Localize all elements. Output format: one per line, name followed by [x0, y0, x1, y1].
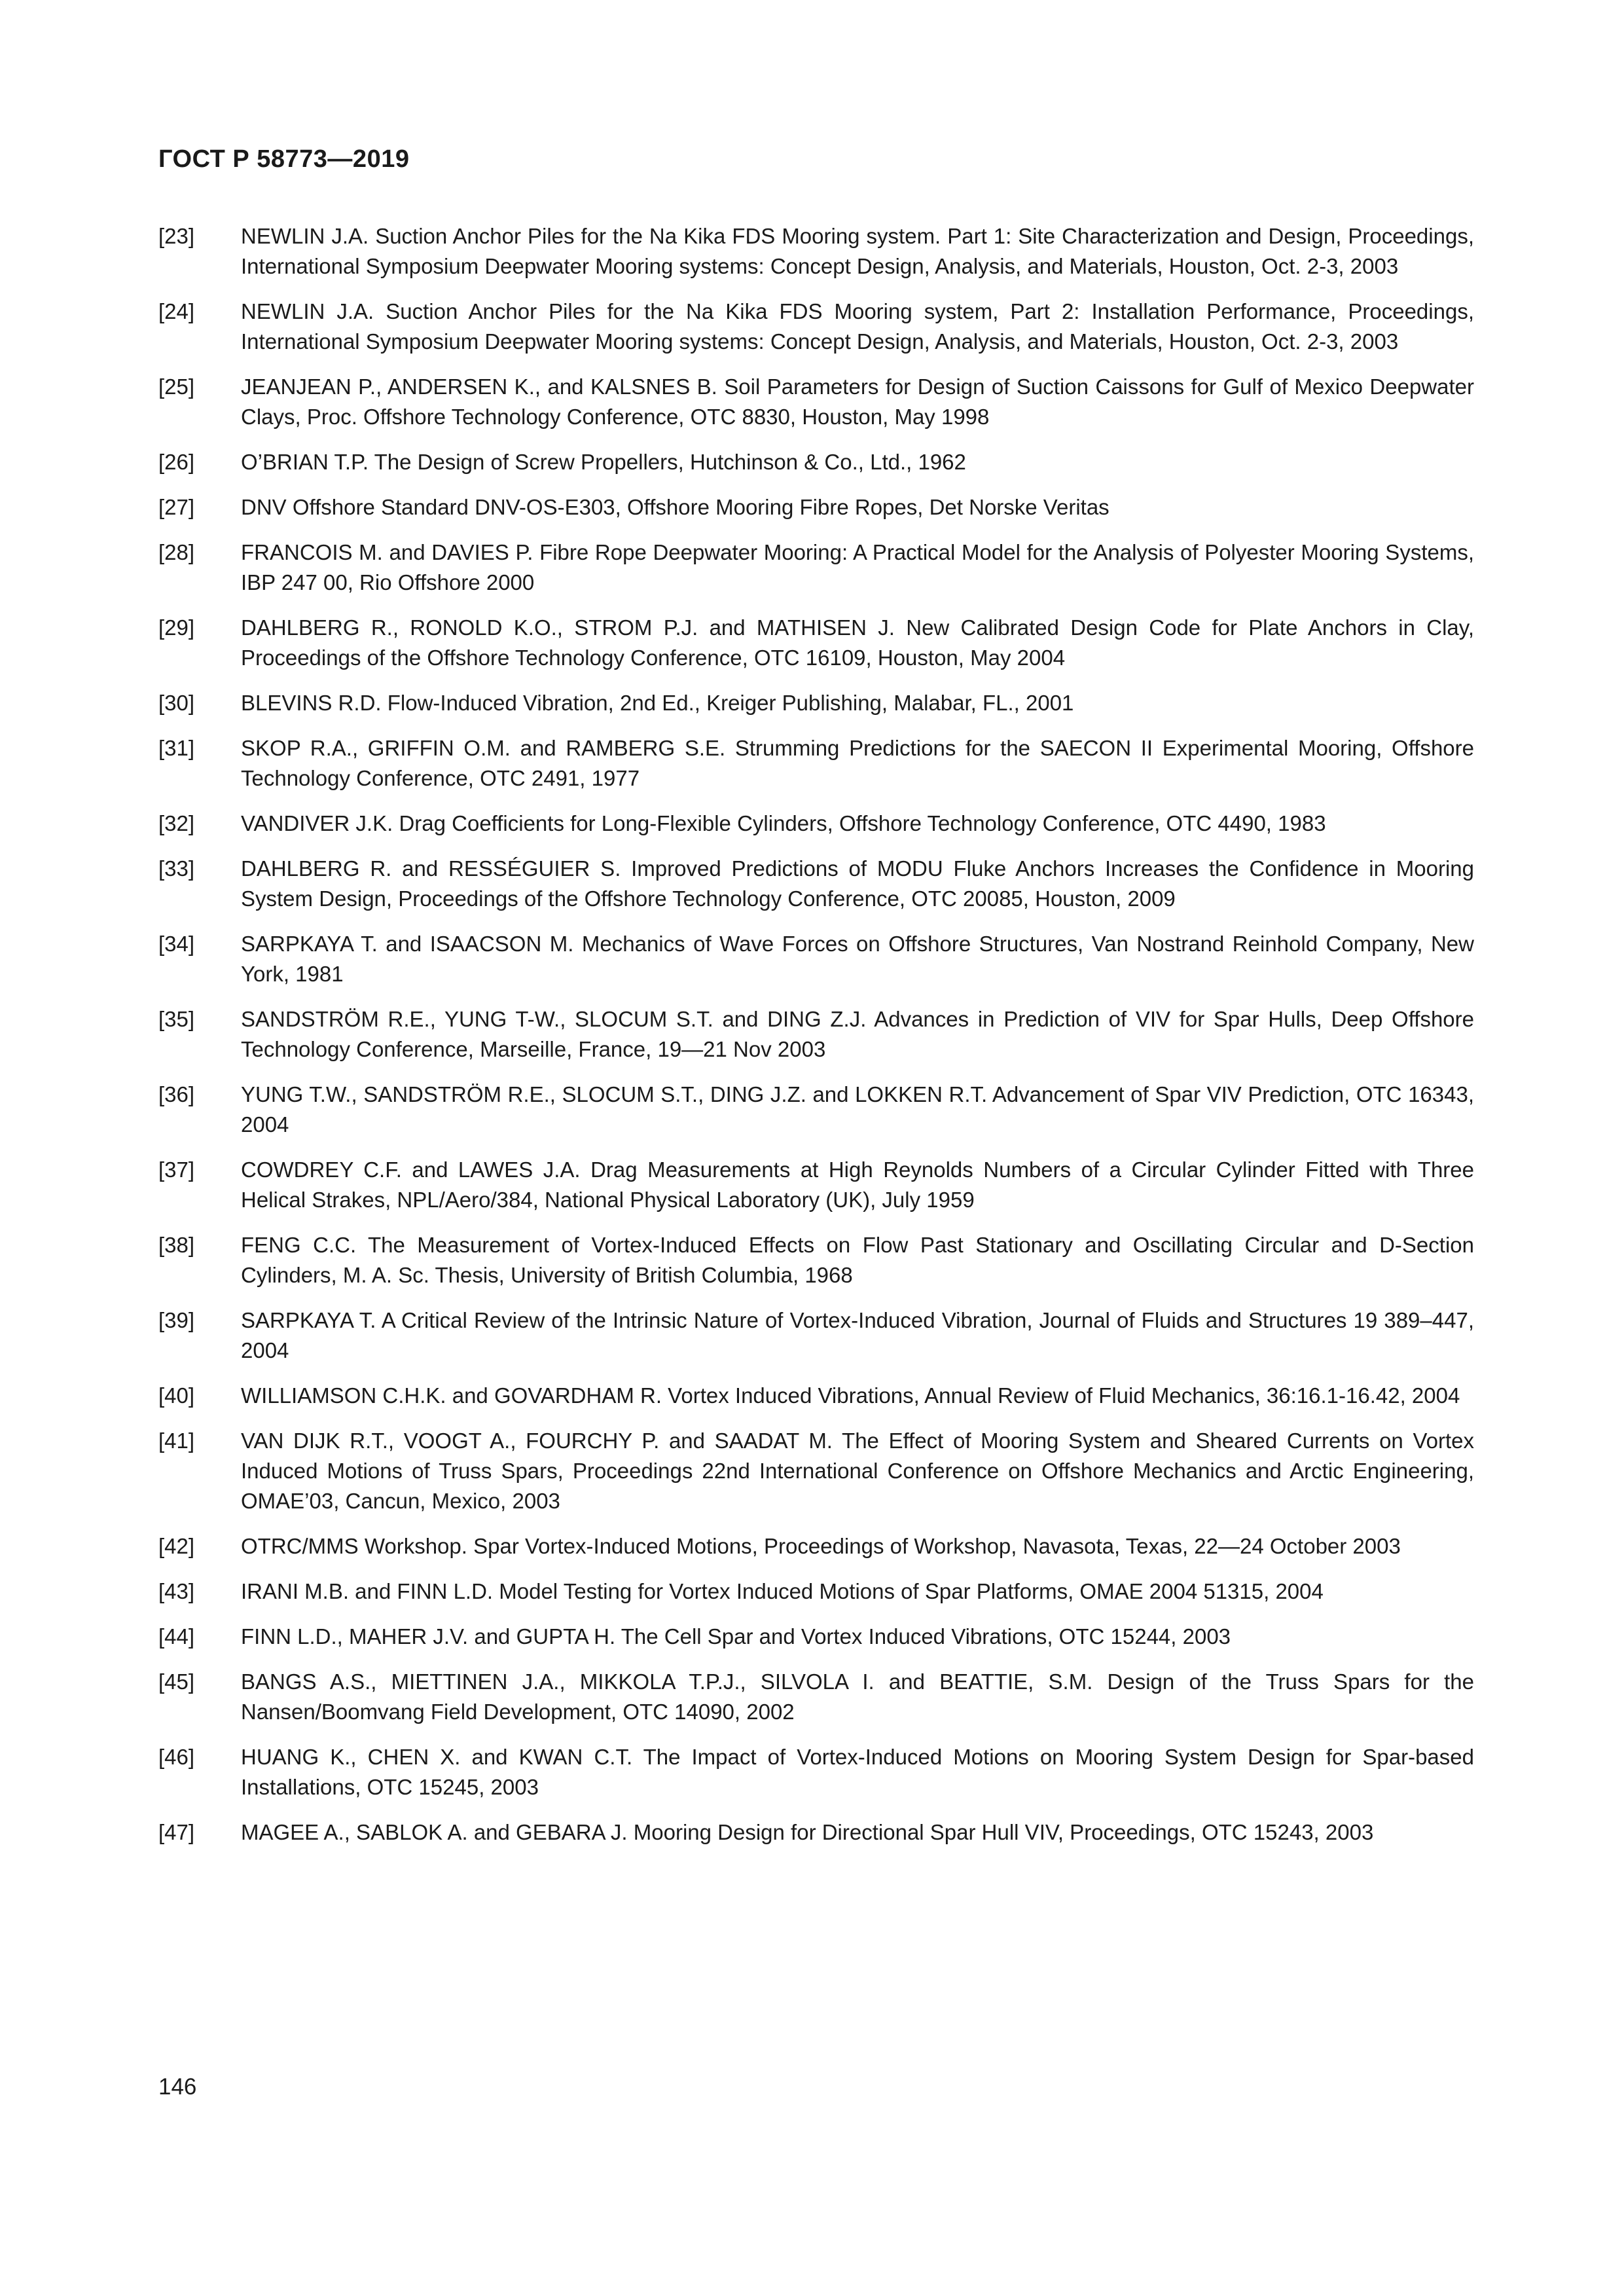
reference-item	[158, 809, 1474, 839]
reference-number: [43]	[158, 1579, 195, 1603]
reference-text: WILLIAMSON C.H.K. and GOVARDHAM R. Vortex Induced Vibrations, Annual Review of Fluid Mechanics, 36:16.1-16.42, 2004	[241, 1383, 1460, 1408]
reference-item	[158, 538, 1474, 598]
reference-text: MAGEE A., SABLOK A. and GEBARA J. Mooring Design for Directional Spar Hull VIV, Proceedings, OTC 15243, 2003	[241, 1820, 1374, 1844]
reference-item	[158, 1230, 1474, 1290]
reference-item	[158, 688, 1474, 718]
reference-text: DAHLBERG R., RONOLD K.O., STROM P.J. and MATHISEN J. New Calibrated Design Code for Plate Anchors in Clay, Proceedings of the Offshore Technology Conference, OTC 16109, Houston, May 2004	[241, 615, 1474, 670]
reference-item	[158, 492, 1474, 522]
reference-text: DNV Offshore Standard DNV-OS-E303, Offshore Mooring Fibre Ropes, Det Norske Veritas	[241, 495, 1110, 519]
reference-text: SARPKAYA T. and ISAACSON M. Mechanics of Wave Forces on Offshore Structures, Van Nostrand Reinhold Company, New York, 1981	[241, 932, 1474, 986]
reference-item	[158, 733, 1474, 793]
reference-number: [30]	[158, 691, 195, 715]
reference-text: VANDIVER J.K. Drag Coefficients for Long-Flexible Cylinders, Offshore Technology Conference, OTC 4490, 1983	[241, 811, 1326, 835]
reference-item	[158, 221, 1474, 282]
reference-item	[158, 372, 1474, 432]
reference-item	[158, 613, 1474, 673]
reference-item	[158, 447, 1474, 477]
reference-number: [42]	[158, 1534, 195, 1558]
reference-number: [23]	[158, 224, 195, 248]
reference-item	[158, 297, 1474, 357]
reference-item	[158, 1381, 1474, 1411]
reference-text: SKOP R.A., GRIFFIN O.M. and RAMBERG S.E. Strumming Predictions for the SAECON II Experimental Mooring, Offshore Technology Conference, OTC 2491, 1977	[241, 736, 1474, 790]
reference-number: [24]	[158, 299, 195, 323]
reference-number: [35]	[158, 1007, 195, 1031]
reference-item	[158, 1817, 1474, 1848]
reference-text: SARPKAYA T. A Critical Review of the Intrinsic Nature of Vortex-Induced Vibration, Journal of Fluids and Structures 19 389–447, 2004	[241, 1308, 1474, 1362]
reference-item	[158, 1004, 1474, 1065]
reference-number: [31]	[158, 736, 195, 760]
reference-number: [44]	[158, 1624, 195, 1649]
reference-text: YUNG T.W., SANDSTRÖM R.E., SLOCUM S.T., DING J.Z. and LOKKEN R.T. Advancement of Spar VIV Prediction, OTC 16343, 2004	[241, 1082, 1474, 1137]
reference-item	[158, 1426, 1474, 1516]
reference-text: FENG C.C. The Measurement of Vortex-Induced Effects on Flow Past Stationary and Oscillating Circular and D-Section Cylinders, M. A. Sc. Thesis, University of British Columbia, 1968	[241, 1233, 1474, 1287]
reference-text: OTRC/MMS Workshop. Spar Vortex-Induced Motions, Proceedings of Workshop, Navasota, Texas, 22—24 October 2003	[241, 1534, 1401, 1558]
reference-text: BLEVINS R.D. Flow-Induced Vibration, 2nd Ed., Kreiger Publishing, Malabar, FL., 2001	[241, 691, 1074, 715]
reference-number: [37]	[158, 1157, 195, 1182]
reference-number: [36]	[158, 1082, 195, 1106]
reference-text: COWDREY C.F. and LAWES J.A. Drag Measurements at High Reynolds Numbers of a Circular Cylinder Fitted with Three Helical Strakes, NPL/Aero/384, National Physical Laboratory (UK), July 1959	[241, 1157, 1474, 1212]
reference-item	[158, 854, 1474, 914]
reference-item	[158, 1080, 1474, 1140]
reference-text: BANGS A.S., MIETTINEN J.A., MIKKOLA T.P.J., SILVOLA I. and BEATTIE, S.M. Design of the Truss Spars for the Nansen/Boomvang Field Development, OTC 14090, 2002	[241, 1669, 1474, 1724]
reference-item	[158, 1531, 1474, 1561]
reference-number: [27]	[158, 495, 195, 519]
reference-number: [47]	[158, 1820, 195, 1844]
reference-text: IRANI M.B. and FINN L.D. Model Testing for Vortex Induced Motions of Spar Platforms, OMAE 2004 51315, 2004	[241, 1579, 1324, 1603]
reference-item	[158, 1305, 1474, 1366]
reference-text: HUANG K., CHEN X. and KWAN C.T. The Impact of Vortex-Induced Motions on Mooring System Design for Spar-based Installations, OTC 15245, 2003	[241, 1745, 1474, 1799]
reference-text: FRANCOIS M. and DAVIES P. Fibre Rope Deepwater Mooring: A Practical Model for the Analysis of Polyester Mooring Systems, IBP 247 00, Rio Offshore 2000	[241, 540, 1474, 594]
reference-text: VAN DIJK R.T., VOOGT A., FOURCHY P. and SAADAT M. The Effect of Mooring System and Sheared Currents on Vortex Induced Motions of Truss Spars, Proceedings 22nd International Conference on Offshore Mechanics and Arctic Engineering, OMAE’03, Cancun, Mexico, 2003	[241, 1429, 1474, 1513]
reference-number: [38]	[158, 1233, 195, 1257]
reference-number: [28]	[158, 540, 195, 564]
reference-item	[158, 1622, 1474, 1652]
reference-item	[158, 1155, 1474, 1215]
reference-number: [26]	[158, 450, 195, 474]
reference-number: [46]	[158, 1745, 195, 1769]
reference-number: [41]	[158, 1429, 195, 1453]
page-number: 146	[158, 2074, 197, 2100]
reference-number: [39]	[158, 1308, 195, 1332]
reference-item	[158, 1576, 1474, 1607]
reference-number: [34]	[158, 932, 195, 956]
reference-text: O’BRIAN T.P. The Design of Screw Propellers, Hutchinson & Co., Ltd., 1962	[241, 450, 966, 474]
reference-item	[158, 1742, 1474, 1802]
reference-item	[158, 1667, 1474, 1727]
reference-text: FINN L.D., MAHER J.V. and GUPTA H. The Cell Spar and Vortex Induced Vibrations, OTC 15244, 2003	[241, 1624, 1231, 1649]
reference-number: [25]	[158, 374, 195, 399]
reference-number: [32]	[158, 811, 195, 835]
reference-text: DAHLBERG R. and RESSÉGUIER S. Improved Predictions of MODU Fluke Anchors Increases the Confidence in Mooring System Design, Proceedings of the Offshore Technology Conference, OTC 20085, Houston, 2009	[241, 856, 1474, 911]
reference-number: [33]	[158, 856, 195, 881]
reference-text: SANDSTRÖM R.E., YUNG T-W., SLOCUM S.T. and DING Z.J. Advances in Prediction of VIV for Spar Hulls, Deep Offshore Technology Conference, Marseille, France, 19—21 Nov 2003	[241, 1007, 1474, 1061]
reference-number: [40]	[158, 1383, 195, 1408]
reference-text: NEWLIN J.A. Suction Anchor Piles for the Na Kika FDS Mooring system, Part 2: Installation Performance, Proceedings, International Symposium Deepwater Mooring systems: Concept Design, Analysis, and Materials, Houston, Oct. 2-3, 2003	[241, 299, 1474, 354]
document-header: ГОСТ Р 58773—2019	[158, 145, 410, 173]
reference-number: [29]	[158, 615, 195, 640]
reference-text: JEANJEAN P., ANDERSEN K., and KALSNES B. Soil Parameters for Design of Suction Caissons for Gulf of Mexico Deepwater Clays, Proc. Offshore Technology Conference, OTC 8830, Houston, May 1998	[241, 374, 1474, 429]
reference-list	[158, 221, 1474, 1863]
reference-text: NEWLIN J.A. Suction Anchor Piles for the Na Kika FDS Mooring system. Part 1: Site Characterization and Design, Proceedings, International Symposium Deepwater Mooring systems: Concept Design, Analysis, and Materials, Houston, Oct. 2-3, 2003	[241, 224, 1474, 278]
reference-number: [45]	[158, 1669, 195, 1694]
reference-item	[158, 929, 1474, 989]
